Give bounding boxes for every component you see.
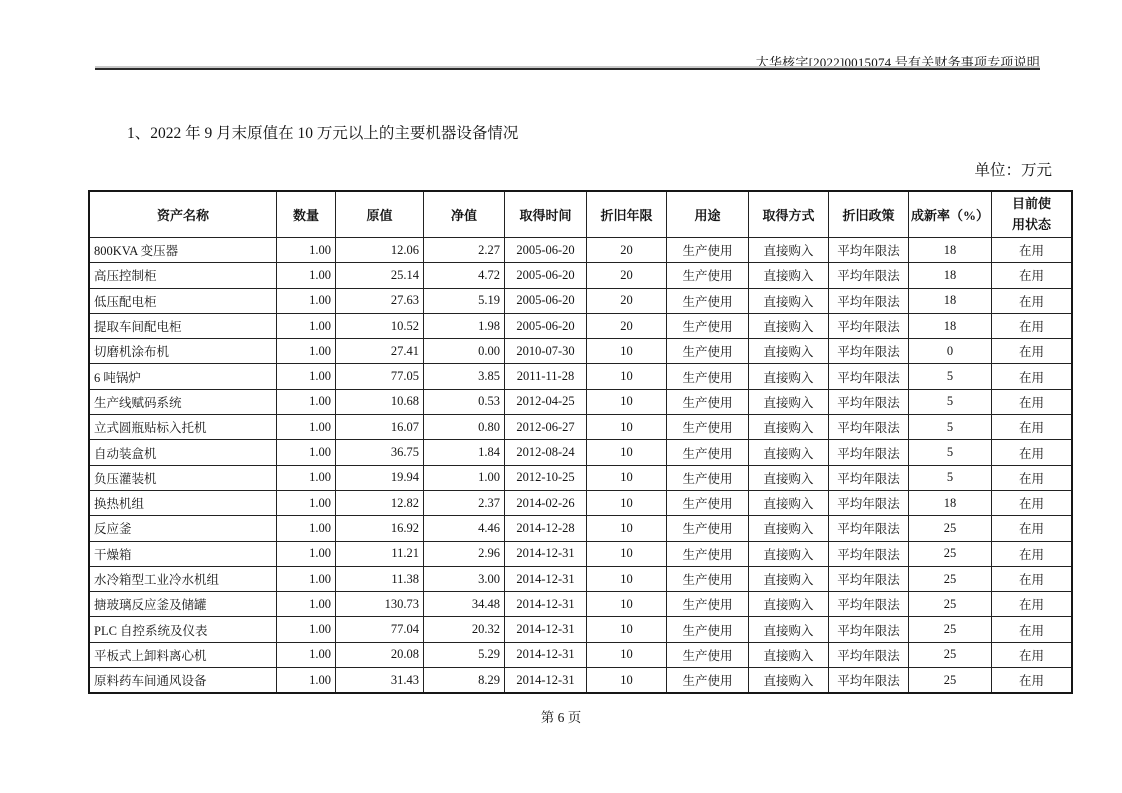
table-cell: 在用	[992, 339, 1073, 364]
table-cell: 2005-06-20	[505, 263, 587, 288]
table-cell: 平均年限法	[829, 592, 909, 617]
table-cell: 生产使用	[667, 415, 749, 440]
table-cell: 0.00	[424, 339, 505, 364]
table-cell: 在用	[992, 440, 1073, 465]
table-cell: 25	[909, 541, 992, 566]
table-cell: 10	[587, 541, 667, 566]
table-cell: 1.00	[277, 516, 336, 541]
table-cell: 在用	[992, 490, 1073, 515]
table-cell: 2014-12-31	[505, 541, 587, 566]
table-cell: 1.00	[277, 389, 336, 414]
table-cell: 2014-12-31	[505, 668, 587, 694]
table-cell: 生产线赋码系统	[89, 389, 277, 414]
table-header	[89, 191, 1072, 238]
table-cell: 800KVA 变压器	[89, 238, 277, 263]
table-cell: 平均年限法	[829, 566, 909, 591]
table-header-row	[89, 191, 1072, 238]
table-cell: 1.00	[277, 566, 336, 591]
table-cell: 12.06	[336, 238, 424, 263]
table-cell: 2.27	[424, 238, 505, 263]
table-cell: 2012-10-25	[505, 465, 587, 490]
table-cell: 1.00	[277, 288, 336, 313]
table-cell: 直接购入	[749, 490, 829, 515]
table-row	[89, 592, 1072, 617]
table-cell: 直接购入	[749, 516, 829, 541]
table-row	[89, 490, 1072, 515]
table-cell: PLC 自控系统及仪表	[89, 617, 277, 642]
section-title: 1、2022 年 9 月末原值在 10 万元以上的主要机器设备情况	[127, 125, 519, 142]
table-cell: 1.00	[277, 440, 336, 465]
table-cell: 27.63	[336, 288, 424, 313]
table-cell: 10	[587, 516, 667, 541]
table-cell: 生产使用	[667, 490, 749, 515]
table-cell: 2014-12-31	[505, 642, 587, 667]
table-cell: 18	[909, 238, 992, 263]
table-cell: 1.00	[277, 642, 336, 667]
table-cell: 10.68	[336, 389, 424, 414]
table-cell: 平均年限法	[829, 642, 909, 667]
table-cell: 2005-06-20	[505, 238, 587, 263]
table-cell: 0	[909, 339, 992, 364]
table-row	[89, 238, 1072, 263]
table-cell: 77.05	[336, 364, 424, 389]
equipment-table-body	[89, 238, 1072, 694]
table-cell: 高压控制柜	[89, 263, 277, 288]
table-cell: 5	[909, 415, 992, 440]
table-cell: 生产使用	[667, 288, 749, 313]
table-cell: 5	[909, 465, 992, 490]
table-cell: 10	[587, 415, 667, 440]
table-row	[89, 465, 1072, 490]
unit-label: 单位：万元	[974, 162, 1052, 179]
table-row	[89, 516, 1072, 541]
table-cell: 换热机组	[89, 490, 277, 515]
table-cell: 生产使用	[667, 339, 749, 364]
table-cell: 5.19	[424, 288, 505, 313]
table-cell: 平板式上卸料离心机	[89, 642, 277, 667]
table-cell: 18	[909, 288, 992, 313]
table-cell: 16.07	[336, 415, 424, 440]
table-cell: 2012-06-27	[505, 415, 587, 440]
table-cell: 10	[587, 364, 667, 389]
table-row	[89, 313, 1072, 338]
table-cell: 77.04	[336, 617, 424, 642]
table-cell: 5.29	[424, 642, 505, 667]
table-cell: 2.37	[424, 490, 505, 515]
table-cell: 25	[909, 592, 992, 617]
table-cell: 直接购入	[749, 339, 829, 364]
table-cell: 干燥箱	[89, 541, 277, 566]
table-cell: 5	[909, 440, 992, 465]
table-cell: 在用	[992, 617, 1073, 642]
table-row	[89, 642, 1072, 667]
table-cell: 平均年限法	[829, 339, 909, 364]
table-cell: 平均年限法	[829, 465, 909, 490]
table-cell: 10	[587, 339, 667, 364]
table-cell: 10	[587, 389, 667, 414]
table-cell: 平均年限法	[829, 541, 909, 566]
table-cell: 直接购入	[749, 592, 829, 617]
table-row	[89, 541, 1072, 566]
table-cell: 6 吨锅炉	[89, 364, 277, 389]
column-header-label: 目前使用状态	[1012, 196, 1052, 232]
table-cell: 2.96	[424, 541, 505, 566]
table-row	[89, 389, 1072, 414]
table-cell: 平均年限法	[829, 263, 909, 288]
table-cell: 生产使用	[667, 465, 749, 490]
table-cell: 平均年限法	[829, 668, 909, 694]
column-header	[992, 191, 1073, 238]
table-cell: 34.48	[424, 592, 505, 617]
table-cell: 平均年限法	[829, 238, 909, 263]
table-row	[89, 440, 1072, 465]
table-cell: 直接购入	[749, 541, 829, 566]
table-cell: 直接购入	[749, 313, 829, 338]
table-row	[89, 415, 1072, 440]
table-row	[89, 668, 1072, 694]
table-cell: 20.08	[336, 642, 424, 667]
table-cell: 8.29	[424, 668, 505, 694]
table-cell: 1.00	[277, 313, 336, 338]
table-cell: 18	[909, 490, 992, 515]
table-cell: 在用	[992, 415, 1073, 440]
table-cell: 水冷箱型工业冷水机组	[89, 566, 277, 591]
column-header: 用途	[667, 191, 749, 238]
table-cell: 生产使用	[667, 668, 749, 694]
table-cell: 提取车间配电柜	[89, 313, 277, 338]
table-cell: 10	[587, 490, 667, 515]
table-cell: 生产使用	[667, 566, 749, 591]
table-cell: 1.00	[277, 238, 336, 263]
table-cell: 低压配电柜	[89, 288, 277, 313]
table-cell: 生产使用	[667, 642, 749, 667]
page-number: 第 6 页	[540, 710, 582, 725]
table-cell: 18	[909, 313, 992, 338]
table-cell: 1.00	[277, 263, 336, 288]
table-cell: 在用	[992, 288, 1073, 313]
table-cell: 在用	[992, 364, 1073, 389]
table-cell: 10	[587, 566, 667, 591]
table-cell: 在用	[992, 566, 1073, 591]
table-cell: 在用	[992, 516, 1073, 541]
table-cell: 直接购入	[749, 238, 829, 263]
table-cell: 25	[909, 668, 992, 694]
table-cell: 2014-02-26	[505, 490, 587, 515]
column-header: 折旧年限	[587, 191, 667, 238]
table-cell: 2014-12-31	[505, 592, 587, 617]
table-cell: 直接购入	[749, 668, 829, 694]
table-cell: 10	[587, 668, 667, 694]
table-cell: 1.00	[277, 668, 336, 694]
table-cell: 1.98	[424, 313, 505, 338]
table-cell: 平均年限法	[829, 288, 909, 313]
table-row	[89, 364, 1072, 389]
table-row	[89, 566, 1072, 591]
table-cell: 在用	[992, 668, 1073, 694]
table-cell: 生产使用	[667, 263, 749, 288]
table-cell: 3.00	[424, 566, 505, 591]
table-cell: 2014-12-31	[505, 617, 587, 642]
table-cell: 直接购入	[749, 465, 829, 490]
table-cell: 直接购入	[749, 566, 829, 591]
table-cell: 直接购入	[749, 263, 829, 288]
table-cell: 1.84	[424, 440, 505, 465]
table-cell: 20	[587, 288, 667, 313]
table-cell: 12.82	[336, 490, 424, 515]
table-cell: 5	[909, 364, 992, 389]
table-cell: 生产使用	[667, 516, 749, 541]
table-cell: 1.00	[277, 490, 336, 515]
table-cell: 搪玻璃反应釜及储罐	[89, 592, 277, 617]
column-header: 成新率（%）	[909, 191, 992, 238]
table-cell: 直接购入	[749, 364, 829, 389]
table-cell: 直接购入	[749, 642, 829, 667]
table-cell: 25	[909, 642, 992, 667]
column-header: 折旧政策	[829, 191, 909, 238]
table-cell: 25.14	[336, 263, 424, 288]
table-cell: 平均年限法	[829, 440, 909, 465]
column-header: 数量	[277, 191, 336, 238]
table-cell: 直接购入	[749, 389, 829, 414]
column-header: 净值	[424, 191, 505, 238]
table-cell: 3.85	[424, 364, 505, 389]
table-cell: 10	[587, 440, 667, 465]
table-cell: 2011-11-28	[505, 364, 587, 389]
table-cell: 生产使用	[667, 313, 749, 338]
table-cell: 27.41	[336, 339, 424, 364]
table-cell: 1.00	[277, 617, 336, 642]
column-header: 取得时间	[505, 191, 587, 238]
column-header: 原值	[336, 191, 424, 238]
table-cell: 原料药车间通风设备	[89, 668, 277, 694]
table-cell: 1.00	[277, 465, 336, 490]
table-cell: 在用	[992, 389, 1073, 414]
table-cell: 2012-08-24	[505, 440, 587, 465]
table-cell: 0.53	[424, 389, 505, 414]
table-cell: 2014-12-31	[505, 566, 587, 591]
column-header: 取得方式	[749, 191, 829, 238]
header-rule	[95, 68, 1040, 70]
table-cell: 在用	[992, 263, 1073, 288]
table-cell: 生产使用	[667, 617, 749, 642]
table-cell: 直接购入	[749, 288, 829, 313]
table-cell: 在用	[992, 592, 1073, 617]
table-cell: 36.75	[336, 440, 424, 465]
table-cell: 31.43	[336, 668, 424, 694]
table-cell: 2010-07-30	[505, 339, 587, 364]
table-row	[89, 288, 1072, 313]
table-cell: 1.00	[424, 465, 505, 490]
table-cell: 1.00	[277, 541, 336, 566]
table-cell: 25	[909, 516, 992, 541]
table-cell: 4.72	[424, 263, 505, 288]
table-cell: 1.00	[277, 592, 336, 617]
table-cell: 130.73	[336, 592, 424, 617]
table-cell: 平均年限法	[829, 313, 909, 338]
table-row	[89, 617, 1072, 642]
table-row	[89, 339, 1072, 364]
table-cell: 2005-06-20	[505, 288, 587, 313]
table-cell: 20.32	[424, 617, 505, 642]
table-cell: 在用	[992, 238, 1073, 263]
table-cell: 5	[909, 389, 992, 414]
table-cell: 0.80	[424, 415, 505, 440]
table-cell: 11.21	[336, 541, 424, 566]
table-cell: 18	[909, 263, 992, 288]
table-cell: 10.52	[336, 313, 424, 338]
header-note: 大华核字[2022]0015074 号有关财务事项专项说明	[755, 55, 1040, 70]
table-cell: 直接购入	[749, 617, 829, 642]
table-cell: 4.46	[424, 516, 505, 541]
table-cell: 直接购入	[749, 415, 829, 440]
table-cell: 立式圆瓶贴标入托机	[89, 415, 277, 440]
table-cell: 2005-06-20	[505, 313, 587, 338]
table-cell: 在用	[992, 541, 1073, 566]
table-cell: 在用	[992, 313, 1073, 338]
table-cell: 平均年限法	[829, 617, 909, 642]
table-cell: 切磨机涂布机	[89, 339, 277, 364]
table-cell: 平均年限法	[829, 389, 909, 414]
table-cell: 平均年限法	[829, 364, 909, 389]
table-cell: 10	[587, 642, 667, 667]
table-cell: 生产使用	[667, 364, 749, 389]
table-cell: 20	[587, 263, 667, 288]
table-cell: 生产使用	[667, 440, 749, 465]
table-cell: 在用	[992, 465, 1073, 490]
table-cell: 在用	[992, 642, 1073, 667]
table-cell: 2012-04-25	[505, 389, 587, 414]
table-cell: 平均年限法	[829, 415, 909, 440]
table-cell: 1.00	[277, 339, 336, 364]
table-cell: 负压灌装机	[89, 465, 277, 490]
table-cell: 11.38	[336, 566, 424, 591]
table-cell: 1.00	[277, 364, 336, 389]
table-cell: 生产使用	[667, 592, 749, 617]
table-cell: 2014-12-28	[505, 516, 587, 541]
table-cell: 10	[587, 592, 667, 617]
table-cell: 19.94	[336, 465, 424, 490]
table-cell: 平均年限法	[829, 516, 909, 541]
table-cell: 生产使用	[667, 541, 749, 566]
table-cell: 10	[587, 617, 667, 642]
table-cell: 生产使用	[667, 238, 749, 263]
table-cell: 10	[587, 465, 667, 490]
table-cell: 1.00	[277, 415, 336, 440]
table-cell: 25	[909, 617, 992, 642]
table-cell: 直接购入	[749, 440, 829, 465]
table-cell: 平均年限法	[829, 490, 909, 515]
table-row	[89, 263, 1072, 288]
equipment-table	[88, 190, 1073, 694]
table-cell: 25	[909, 566, 992, 591]
table-cell: 反应釜	[89, 516, 277, 541]
table-cell: 20	[587, 238, 667, 263]
table-cell: 20	[587, 313, 667, 338]
table-cell: 16.92	[336, 516, 424, 541]
table-cell: 自动装盒机	[89, 440, 277, 465]
table-cell: 生产使用	[667, 389, 749, 414]
column-header: 资产名称	[89, 191, 277, 238]
